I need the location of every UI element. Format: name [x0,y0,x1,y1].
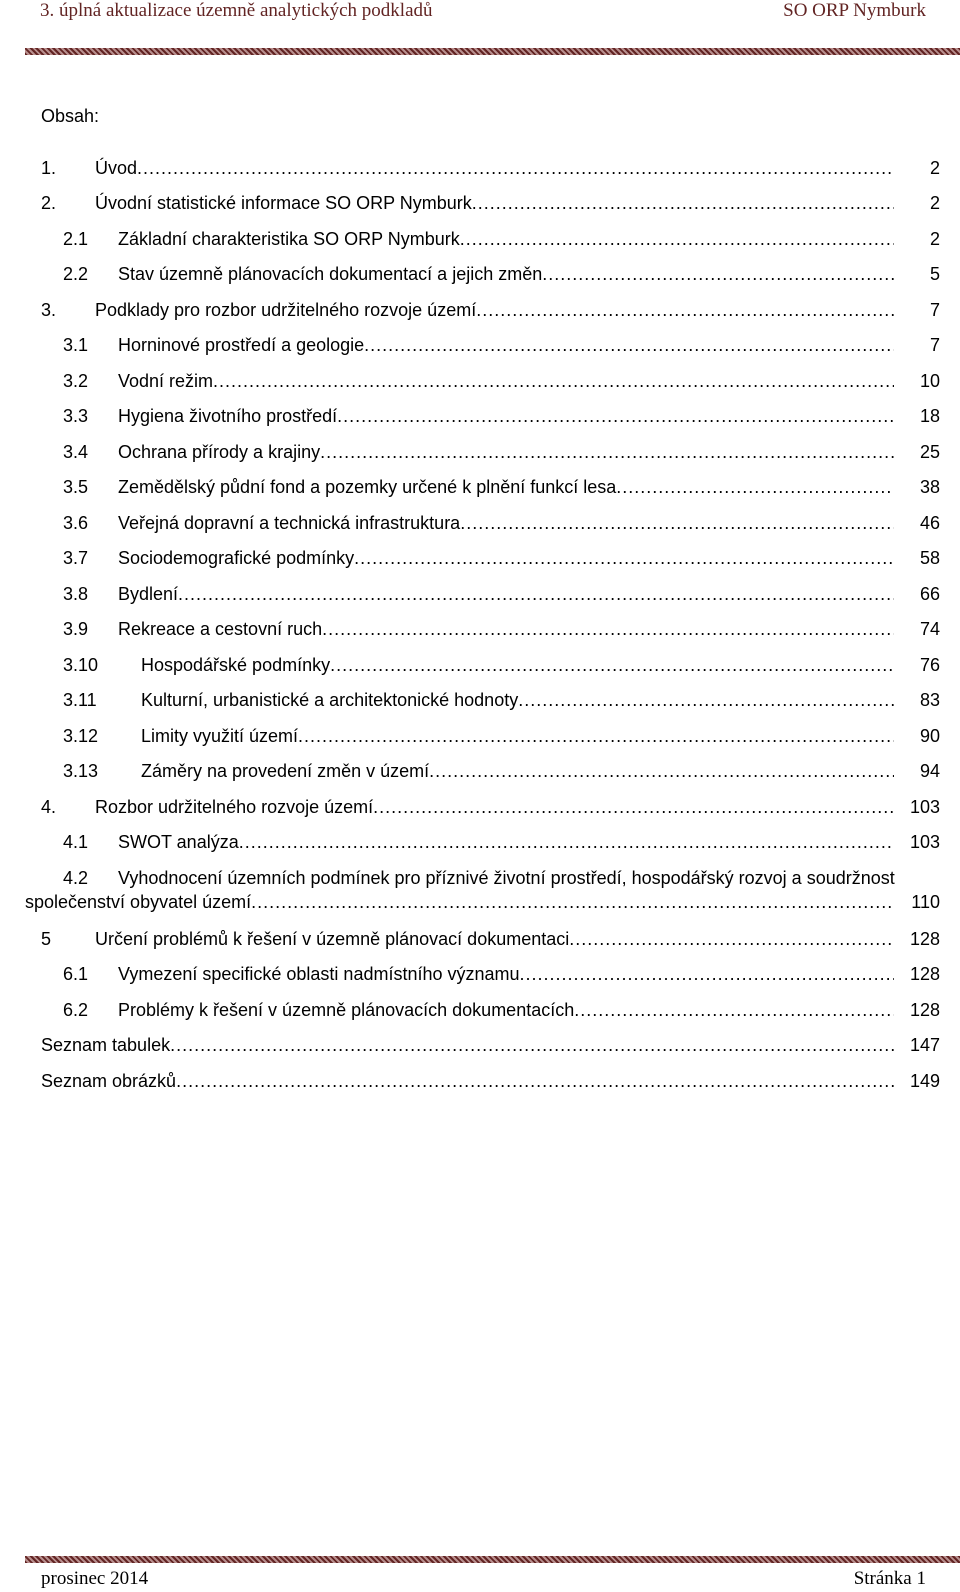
toc-entry-leader [118,440,894,464]
toc-entry-leader [141,724,894,748]
toc-entry-page: 7 [929,335,940,355]
toc-entry-number: 1. [41,158,57,178]
toc-entry-number: 3.2 [63,371,89,391]
toc-entry-leader [118,262,894,286]
toc-entry[interactable] [0,617,960,641]
toc-entry[interactable] [0,582,960,606]
toc-entry-leader [118,546,894,570]
toc-entry[interactable] [0,262,960,286]
toc-entry[interactable] [0,298,960,322]
toc-entry-title: Limity využití území [141,726,299,746]
toc-entry[interactable] [0,866,960,914]
toc-entry-number: 4.1 [63,832,89,852]
toc-entry[interactable] [0,333,960,357]
toc-entry-title: Úvodní statistické informace SO ORP Nymburk [95,193,472,213]
dot-leader [213,369,894,393]
toc-entry-title: Stav územně plánovacích dokumentací a jejich změn [118,264,543,284]
toc-entry-page: 103 [909,797,940,817]
toc-entry-page: 147 [909,1035,940,1055]
toc-entry-page: 38 [919,477,940,497]
toc-entry-title: Kulturní, urbanistické a architektonické hodnoty [141,690,519,710]
toc-entry-page: 90 [919,726,940,746]
dot-leader [239,830,894,854]
toc-entry-page: 74 [919,619,940,639]
toc-entry-title: Úvod [95,158,138,178]
toc-entry-title: Hospodářské podmínky [141,655,331,675]
toc-entry-number: 3.12 [63,726,99,746]
toc-entry[interactable] [0,475,960,499]
toc-entry-page: 46 [919,513,940,533]
toc-entry-title: Vyhodnocení územních podmínek pro příznivé životní prostředí, hospodářský rozvoj a soudržnost [118,868,895,888]
footer-page-number: Stránka 1 [853,1568,926,1589]
dot-leader [616,475,894,499]
dot-leader [364,333,894,357]
dot-leader [176,1069,894,1093]
toc-entry-page: 18 [919,406,940,426]
toc-entry-leader [41,1069,894,1093]
header-document-title: 3. úplná aktualizace územně analytických podkladů [40,0,433,21]
toc-entry-number: 4.2 [63,868,89,888]
toc-entry-title: Vodní režim [118,371,214,391]
toc-entry-page: 94 [919,761,940,781]
toc-entry-page: 128 [909,1000,940,1020]
toc-entry-leader [118,475,894,499]
toc-entry-page: 5 [929,264,940,284]
toc-entry-leader [118,617,894,641]
dot-leader [518,688,894,712]
toc-entry-title: Ochrana přírody a krajiny [118,442,321,462]
toc-entry-leader [118,227,894,251]
toc-entry-number: 3.4 [63,442,89,462]
toc-entry[interactable] [0,830,960,854]
toc-entry-number: 6.2 [63,1000,89,1020]
toc-entry-page: 2 [929,193,940,213]
toc-entry-leader [118,369,894,393]
toc-entry-leader [95,927,894,951]
toc-entry-page: 10 [919,371,940,391]
toc-entry[interactable] [0,191,960,215]
toc-entry-page: 2 [929,158,940,178]
dot-leader [178,582,894,606]
toc-entry[interactable] [0,927,960,951]
dot-leader [330,653,894,677]
toc-entry[interactable] [0,688,960,712]
toc-entry-number: 2.1 [63,229,89,249]
toc-entry[interactable] [0,962,960,986]
toc-entry-title: Bydlení [118,584,179,604]
toc-entry-title: SWOT analýza [118,832,239,852]
toc-entry-leader [41,1033,894,1057]
toc-entry-leader [118,511,894,535]
toc-entry-leader [141,653,894,677]
toc-entry-title: Seznam obrázků [41,1071,177,1091]
toc-entry-title: Záměry na provedení změn v území [141,761,430,781]
toc-entry-title-continued: společenství obyvatel území [25,892,252,912]
toc-entry-leader [141,759,894,783]
dot-leader [542,262,894,286]
toc-entry-leader [95,191,894,215]
dot-leader [476,298,894,322]
toc-entry-number: 3.9 [63,619,89,639]
toc-entry-leader [95,795,894,819]
footer-date: prosinec 2014 [41,1568,149,1589]
dot-leader [298,724,894,748]
toc-entry-number: 3.10 [63,655,99,675]
toc-entry-number: 6.1 [63,964,89,984]
toc-entry-title: Seznam tabulek [41,1035,171,1055]
toc-entry[interactable] [0,156,960,180]
toc-entry[interactable] [0,759,960,783]
toc-entry-title: Základní charakteristika SO ORP Nymburk [118,229,460,249]
toc-entry-title: Veřejná dopravní a technická infrastruktura [118,513,461,533]
toc-entry-leader [118,962,894,986]
toc-entry-number: 3.7 [63,548,89,568]
toc-entry-leader [95,156,894,180]
toc-entry[interactable] [0,724,960,748]
toc-entry-title: Podklady pro rozbor udržitelného rozvoje území [95,300,477,320]
toc-entry-leader [25,890,894,914]
toc-entry-number: 3. [41,300,57,320]
toc-entry[interactable] [0,227,960,251]
dot-leader [429,759,894,783]
toc-entry-title: Vymezení specifické oblasti nadmístního významu [118,964,520,984]
toc-entry-title: Určení problémů k řešení v územně plánovací dokumentaci [95,929,570,949]
toc-entry-number: 3.5 [63,477,89,497]
toc-entry-number: 4. [41,797,57,817]
toc-entry-number: 2.2 [63,264,89,284]
toc-entry-number: 3.3 [63,406,89,426]
toc-entry-number: 2. [41,193,57,213]
toc-entry-title: Sociodemografické podmínky [118,548,355,568]
toc-entry-title: Rozbor udržitelného rozvoje území [95,797,374,817]
dot-leader [337,404,894,428]
toc-entry-title: Rekreace a cestovní ruch [118,619,323,639]
toc-entry-page: 7 [929,300,940,320]
toc-entry-leader [118,998,894,1022]
footer-divider [25,1556,960,1563]
dot-leader [574,998,894,1022]
toc-entry-page: 2 [929,229,940,249]
toc-entry[interactable] [0,1033,960,1057]
toc-entry[interactable] [0,440,960,464]
toc-entry-number: 3.8 [63,584,89,604]
toc-entry-number: 3.11 [63,690,97,710]
dot-leader [373,795,894,819]
toc-entry-page: 103 [909,832,940,852]
toc-entry-title: Hygiena životního prostředí [118,406,338,426]
dot-leader [354,546,894,570]
toc-entry-leader [118,582,894,606]
dot-leader [460,511,894,535]
toc-entry[interactable] [0,369,960,393]
toc-entry-title: Zemědělský půdní fond a pozemky určené k plnění funkcí lesa [118,477,617,497]
toc-entry-page: 58 [919,548,940,568]
header-organization: SO ORP Nymburk [783,0,926,21]
page-header [0,0,960,48]
toc-entry-page: 149 [909,1071,940,1091]
toc-entry-number: 5 [41,929,52,949]
toc-entry[interactable] [0,404,960,428]
toc-entry-leader [118,333,894,357]
toc-entry-title: Problémy k řešení v územně plánovacích dokumentacích [118,1000,575,1020]
dot-leader [170,1033,894,1057]
dot-leader [472,191,894,215]
toc-entry-page: 66 [919,584,940,604]
toc-entry-title: Horninové prostředí a geologie [118,335,365,355]
toc-entry-number: 3.6 [63,513,89,533]
toc-entry-page: 128 [909,929,940,949]
toc-entry-page: 110 [911,892,940,912]
toc-entry[interactable] [0,1069,960,1093]
dot-leader [320,440,894,464]
dot-leader [137,156,894,180]
toc-entry-leader [141,688,894,712]
toc-entry[interactable] [0,795,960,819]
toc-entry-leader [118,830,894,854]
toc-entry-page: 83 [919,690,940,710]
toc-entry-page: 128 [909,964,940,984]
dot-leader [460,227,894,251]
toc-entry[interactable] [0,653,960,677]
dot-leader [322,617,894,641]
toc-entry[interactable] [0,546,960,570]
header-divider [25,48,960,55]
dot-leader [251,890,894,914]
toc-entry[interactable] [0,998,960,1022]
toc-entry[interactable] [0,511,960,535]
toc-entry-page: 76 [919,655,940,675]
toc-entry-leader [95,298,894,322]
toc-entry-number: 3.13 [63,761,99,781]
dot-leader [520,962,894,986]
dot-leader [569,927,894,951]
toc-entry-number: 3.1 [63,335,89,355]
toc-title: Obsah: [41,106,100,126]
toc-entry-page: 25 [919,442,940,462]
toc-entry-leader [118,404,894,428]
